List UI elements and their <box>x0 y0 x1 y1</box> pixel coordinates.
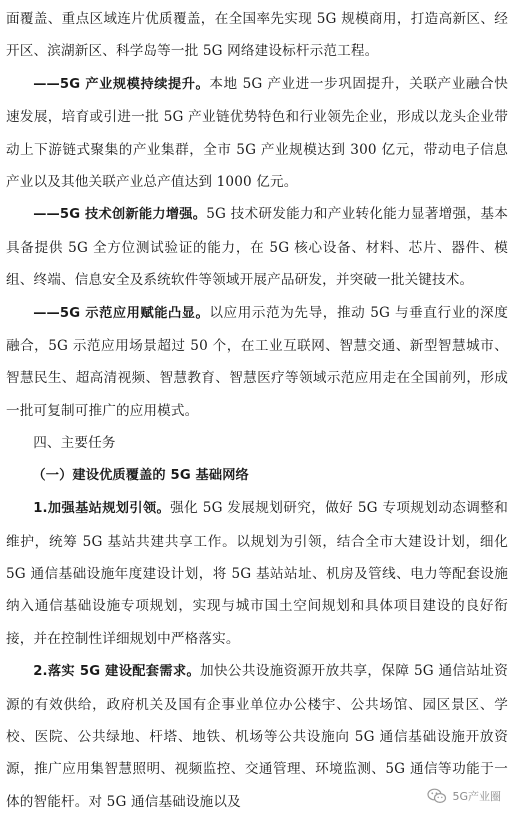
paragraph-industry-scale <box>6 68 508 199</box>
paragraph-demo-application <box>6 297 508 428</box>
paragraph-coverage <box>6 3 508 68</box>
subsection-heading: （一）建设优质覆盖的 5G 基础网络 <box>32 467 249 483</box>
paragraph-text: 5G 技术研发能力和产业转化能力显著增强，基本具备提供 5G 全方位测试验证的能力，在 5G 核心设备、材料、芯片、器件、模组、终端、信息安全及系统软件等领域开展产品研发，并突破一批关键技术。 <box>6 206 508 289</box>
watermark-text: 5G产业圈 <box>452 790 501 803</box>
paragraph-lead: ——5G 示范应用赋能凸显。 <box>33 305 210 321</box>
paragraph-base-station-planning <box>6 492 508 655</box>
paragraph-lead: 1.加强基站规划引领。 <box>33 501 171 517</box>
watermark <box>424 788 504 804</box>
wechat-icon <box>427 788 447 804</box>
paragraph-lead: 2.落实 5G 建设配套需求。 <box>33 664 200 680</box>
paragraph-lead: ——5G 产业规模持续提升。 <box>33 76 210 92</box>
paragraph-tech-innovation <box>6 198 508 296</box>
paragraph-text: 加快公共设施资源开放共享，保障 5G 通信站址资源的有效供给，政府机关及国有企事业单位办公楼宇、公共场馆、园区景区、学校、医院、公共绿地、杆塔、地铁、机场等公共设施向 5G 通信基础设施开放资源，推广应用集智慧照明、视频监控、交通管理、环境监测、5G 通信等功能于一体的智能杆。对 5G 通信基础设施以及 <box>6 663 508 810</box>
section-heading: 四、主要任务 <box>33 435 116 452</box>
paragraph-lead: ——5G 技术创新能力增强。 <box>33 207 207 223</box>
paragraph-text: 本地 5G 产业进一步巩固提升，关联产业融合快速发展，培育或引进一批 5G 产业链优势特色和行业领先企业，形成以龙头企业带动上下游链式聚集的产业集群，全市 5G 产业规模达到 300 亿元，带动电子信息产业以及其他关联产业总产值达到 1000 亿元。 <box>6 75 508 191</box>
paragraph-text: 以应用示范为先导，推动 5G 与垂直行业的深度融合，5G 示范应用场景超过 50 个，在工业互联网、智慧交通、新型智慧城市、智慧民生、超高清视频、智慧教育、智慧医疗等领域示范应用走在全国前列，形成一批可复制可推广的应用模式。 <box>6 304 508 419</box>
paragraph-text: 强化 5G 发展规划研究，做好 5G 专项规划动态调整和维护，统筹 5G 基站共建共享工作。以规划为引领，结合全市大建设计划，细化 5G 通信基础设施年度建设计划，将 5G 基站站址、机房及管线、电力等配套设施纳入通信基础设施专项规划，实现与城市国土空间规划和具体项目建设的良好衔接，并在控制性详细规划中严格落实。 <box>6 500 508 647</box>
paragraph-text: 面覆盖、重点区域连片优质覆盖，在全国率先实现 5G 规模商用，打造高新区、经开区、滨湖新区、科学岛等一批 5G 网络建设标杆示范工程。 <box>6 11 508 60</box>
